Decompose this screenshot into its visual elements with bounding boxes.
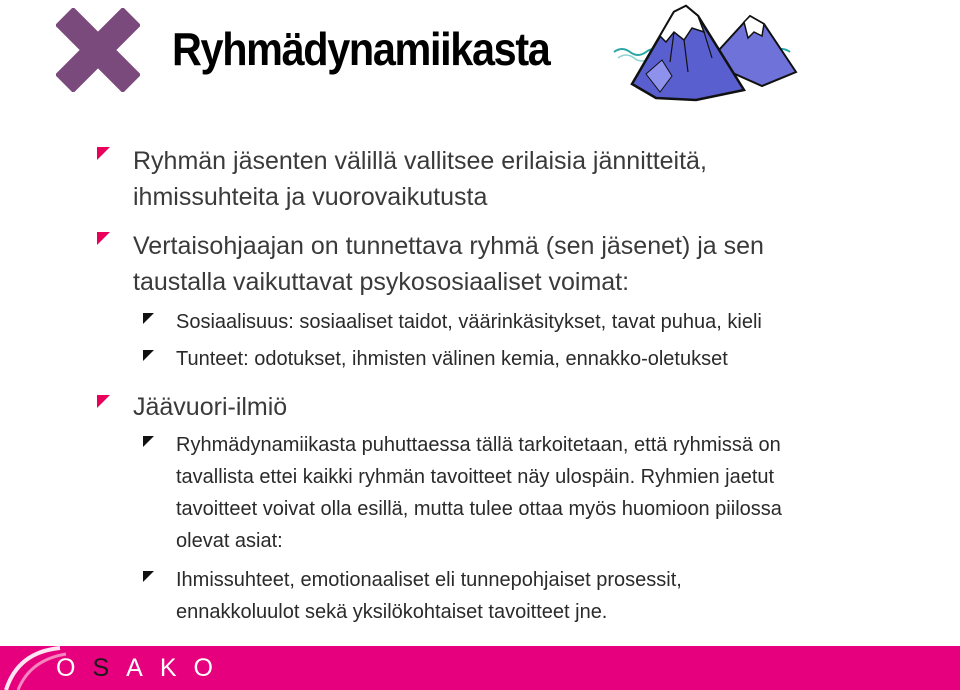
list-item: Ryhmädynamiikasta puhuttaessa tällä tarkoitetaan, että ryhmissä on tavallista ettei kaikki ryhmän tavoitteet näy ulospäin. Ryhmien jaetut tavoitteet voivat olla esillä, mutta tulee ottaa myös huomioon piilossa olevat asiat: (176, 434, 782, 552)
triangle-bullet-icon (143, 313, 154, 324)
list-item: Ihmissuhteet, emotionaaliset eli tunnepohjaiset prosessit, ennakkoluulot sekä yksilökohtaiset tavoitteet jne. (176, 569, 682, 623)
triangle-bullet-icon (97, 147, 110, 160)
triangle-bullet-icon (97, 232, 110, 245)
list-item: Sosiaalisuus: sosiaaliset taidot, väärinkäsitykset, tavat puhua, kieli (176, 311, 762, 333)
triangle-bullet-icon (143, 571, 154, 582)
triangle-bullet-icon (97, 395, 110, 408)
list-item: Jäävuori-ilmiö (133, 393, 288, 421)
list-item: Tunteet: odotukset, ihmisten välinen kemia, ennakko-oletukset (176, 348, 728, 370)
triangle-bullet-icon (143, 436, 154, 447)
brand-logo: OSAKO (56, 654, 230, 682)
triangle-bullet-icon (143, 350, 154, 361)
list-item: Ryhmän jäsenten välillä vallitsee erilaisia jännitteitä, ihmissuhteita ja vuorovaikutusta (133, 147, 707, 211)
slide-title: Ryhmädynamiikasta (172, 23, 550, 75)
list-item: Vertaisohjaajan on tunnettava ryhmä (sen jäsenet) ja sen taustalla vaikuttavat psykososiaaliset voimat: (133, 232, 764, 296)
